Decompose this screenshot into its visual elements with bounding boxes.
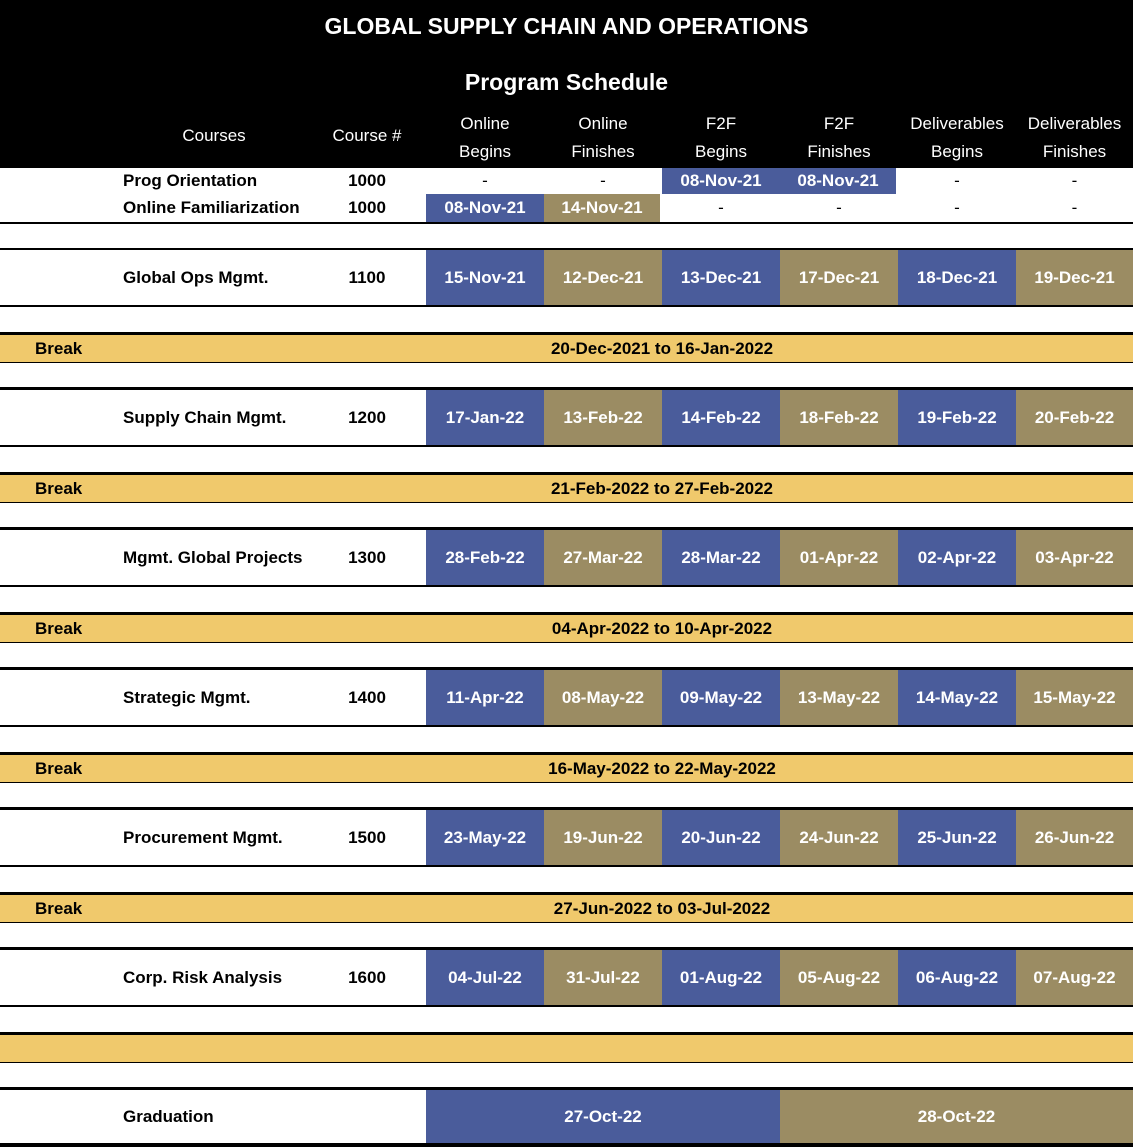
break-row bbox=[0, 895, 1133, 922]
graduation-end-date: 28-Oct-22 bbox=[780, 1090, 1133, 1143]
deliverables-finishes-cell: 15-May-22 bbox=[1016, 670, 1133, 725]
deliverables-finishes-cell: 07-Aug-22 bbox=[1016, 950, 1133, 1005]
f2f-begins-cell: 09-May-22 bbox=[662, 670, 780, 725]
break-date-range: 20-Dec-2021 to 16-Jan-2022 bbox=[550, 338, 774, 358]
course-number: 1500 bbox=[348, 827, 386, 847]
spacer-row bbox=[0, 1063, 1133, 1087]
header-deliverables-begins-line1: Deliverables bbox=[910, 114, 1004, 133]
header-f2f-begins-line2: Begins bbox=[695, 142, 747, 161]
f2f-finishes-cell: 05-Aug-22 bbox=[780, 950, 898, 1005]
spacer-row bbox=[0, 867, 1133, 892]
spacer-row bbox=[0, 224, 1133, 248]
online-finishes-cell: 19-Jun-22 bbox=[544, 810, 662, 865]
deliverables-begins-cell: 02-Apr-22 bbox=[898, 530, 1016, 585]
course-number: 1200 bbox=[348, 407, 386, 427]
online-finishes-cell: 27-Mar-22 bbox=[544, 530, 662, 585]
deliverables-begins-cell: 18-Dec-21 bbox=[898, 250, 1016, 305]
table-row-graduation bbox=[0, 1090, 1133, 1143]
break-label: Break bbox=[35, 478, 83, 498]
header-f2f-finishes-line2: Finishes bbox=[807, 142, 871, 161]
header-f2f-begins bbox=[662, 110, 780, 166]
online-begins-cell: 15-Nov-21 bbox=[426, 250, 544, 305]
spacer-row bbox=[0, 447, 1133, 472]
graduation-label: Graduation bbox=[123, 1106, 214, 1126]
online-begins-cell: 28-Feb-22 bbox=[426, 530, 544, 585]
spacer-row bbox=[0, 923, 1133, 947]
header-deliverables-begins bbox=[898, 110, 1016, 166]
course-name: Online Familiarization bbox=[123, 198, 300, 217]
f2f-finishes-cell: 01-Apr-22 bbox=[780, 530, 898, 585]
course-number: 1000 bbox=[348, 198, 386, 217]
f2f-finishes-cell: 08-Nov-21 bbox=[780, 168, 896, 194]
table-row-course bbox=[0, 670, 1133, 725]
table-row-online-familiarization bbox=[0, 194, 1133, 222]
deliverables-begins-cell: 06-Aug-22 bbox=[898, 950, 1016, 1005]
course-number: 1000 bbox=[348, 171, 386, 190]
course-name: Mgmt. Global Projects bbox=[123, 547, 303, 567]
f2f-finishes-cell: 24-Jun-22 bbox=[780, 810, 898, 865]
spacer-row bbox=[0, 587, 1133, 612]
break-date-range: 04-Apr-2022 to 10-Apr-2022 bbox=[551, 618, 773, 638]
course-name: Corp. Risk Analysis bbox=[123, 967, 283, 987]
spacer-row bbox=[0, 307, 1133, 332]
table-row-course bbox=[0, 530, 1133, 585]
course-name: Supply Chain Mgmt. bbox=[123, 407, 287, 427]
header-courses: Courses bbox=[182, 126, 246, 145]
page-subtitle: Program Schedule bbox=[464, 69, 669, 95]
spacer-row bbox=[0, 1007, 1133, 1032]
online-begins-cell: 17-Jan-22 bbox=[426, 390, 544, 445]
spacer-row bbox=[0, 727, 1133, 752]
break-label: Break bbox=[35, 758, 83, 778]
f2f-begins-cell: - bbox=[718, 198, 724, 217]
header-deliverables-begins-line2: Begins bbox=[931, 142, 983, 161]
deliverables-finishes-cell: 20-Feb-22 bbox=[1016, 390, 1133, 445]
f2f-finishes-cell: - bbox=[836, 198, 842, 217]
header-online-begins-line1: Online bbox=[460, 114, 510, 133]
table-row-course bbox=[0, 250, 1133, 305]
header-deliverables-finishes bbox=[1016, 110, 1133, 166]
course-name: Strategic Mgmt. bbox=[123, 687, 251, 707]
f2f-begins-cell: 13-Dec-21 bbox=[662, 250, 780, 305]
deliverables-begins-cell: 14-May-22 bbox=[898, 670, 1016, 725]
deliverables-begins-cell: 25-Jun-22 bbox=[898, 810, 1016, 865]
header-deliverables-finishes-line1: Deliverables bbox=[1027, 114, 1122, 133]
graduation-begin-date: 27-Oct-22 bbox=[426, 1090, 780, 1143]
header-f2f-finishes-line1: F2F bbox=[823, 114, 855, 133]
course-number: 1600 bbox=[348, 967, 386, 987]
online-finishes-cell: 13-Feb-22 bbox=[544, 390, 662, 445]
course-name: Procurement Mgmt. bbox=[123, 827, 283, 847]
course-number: 1300 bbox=[348, 547, 386, 567]
online-begins-cell: - bbox=[482, 171, 488, 190]
online-finishes-cell: 31-Jul-22 bbox=[544, 950, 662, 1005]
break-label: Break bbox=[35, 898, 83, 918]
deliverables-finishes-cell: 19-Dec-21 bbox=[1016, 250, 1133, 305]
table-row-prog-orientation bbox=[0, 168, 1133, 194]
empty-break-row bbox=[0, 1035, 1133, 1062]
online-finishes-cell: 12-Dec-21 bbox=[544, 250, 662, 305]
f2f-begins-cell: 14-Feb-22 bbox=[662, 390, 780, 445]
break-row bbox=[0, 615, 1133, 642]
f2f-begins-cell: 20-Jun-22 bbox=[662, 810, 780, 865]
f2f-finishes-cell: 18-Feb-22 bbox=[780, 390, 898, 445]
online-finishes-cell: 14-Nov-21 bbox=[544, 194, 660, 222]
f2f-begins-cell: 01-Aug-22 bbox=[662, 950, 780, 1005]
spacer-row bbox=[0, 363, 1133, 387]
break-label: Break bbox=[35, 338, 83, 358]
spacer-row bbox=[0, 643, 1133, 667]
online-begins-cell: 11-Apr-22 bbox=[426, 670, 544, 725]
break-label: Break bbox=[35, 618, 83, 638]
course-number: 1400 bbox=[348, 687, 386, 707]
header-online-begins-line2: Begins bbox=[459, 142, 511, 161]
f2f-begins-cell: 08-Nov-21 bbox=[662, 168, 780, 194]
break-date-range: 27-Jun-2022 to 03-Jul-2022 bbox=[553, 898, 771, 918]
deliverables-finishes-cell: - bbox=[1071, 198, 1078, 217]
deliverables-begins-cell: - bbox=[954, 171, 960, 190]
break-row bbox=[0, 755, 1133, 782]
online-finishes-cell: 08-May-22 bbox=[544, 670, 662, 725]
header-online-begins bbox=[426, 110, 544, 166]
course-name: Global Ops Mgmt. bbox=[123, 267, 269, 287]
break-row bbox=[0, 335, 1133, 362]
table-row-course bbox=[0, 390, 1133, 445]
header-deliverables-finishes-line2: Finishes bbox=[1042, 142, 1107, 161]
f2f-finishes-cell: 17-Dec-21 bbox=[780, 250, 898, 305]
deliverables-finishes-cell: 03-Apr-22 bbox=[1016, 530, 1133, 585]
f2f-begins-cell: 28-Mar-22 bbox=[662, 530, 780, 585]
deliverables-finishes-cell: - bbox=[1071, 171, 1078, 190]
online-finishes-cell: - bbox=[600, 171, 606, 190]
table-row-course bbox=[0, 810, 1133, 865]
online-begins-cell: 23-May-22 bbox=[426, 810, 544, 865]
table-row-course bbox=[0, 950, 1133, 1005]
page-title: GLOBAL SUPPLY CHAIN AND OPERATIONS bbox=[324, 13, 809, 39]
deliverables-finishes-cell: 26-Jun-22 bbox=[1016, 810, 1133, 865]
deliverables-begins-cell: 19-Feb-22 bbox=[898, 390, 1016, 445]
spacer-row bbox=[0, 783, 1133, 807]
header-online-finishes-line2: Finishes bbox=[571, 142, 635, 161]
break-row bbox=[0, 475, 1133, 502]
deliverables-begins-cell: - bbox=[954, 198, 960, 217]
header-course-number: Course # bbox=[332, 126, 402, 145]
course-number: 1100 bbox=[348, 267, 386, 287]
spacer-row bbox=[0, 503, 1133, 527]
header-f2f-finishes bbox=[780, 110, 898, 166]
online-begins-cell: 04-Jul-22 bbox=[426, 950, 544, 1005]
online-begins-cell: 08-Nov-21 bbox=[426, 194, 544, 222]
break-date-range: 16-May-2022 to 22-May-2022 bbox=[548, 758, 776, 778]
header-f2f-begins-line1: F2F bbox=[705, 114, 737, 133]
course-name: Prog Orientation bbox=[123, 171, 258, 190]
header-online-finishes bbox=[544, 110, 662, 166]
header-online-finishes-line1: Online bbox=[578, 114, 628, 133]
f2f-finishes-cell: 13-May-22 bbox=[780, 670, 898, 725]
break-date-range: 21-Feb-2022 to 27-Feb-2022 bbox=[550, 478, 774, 498]
